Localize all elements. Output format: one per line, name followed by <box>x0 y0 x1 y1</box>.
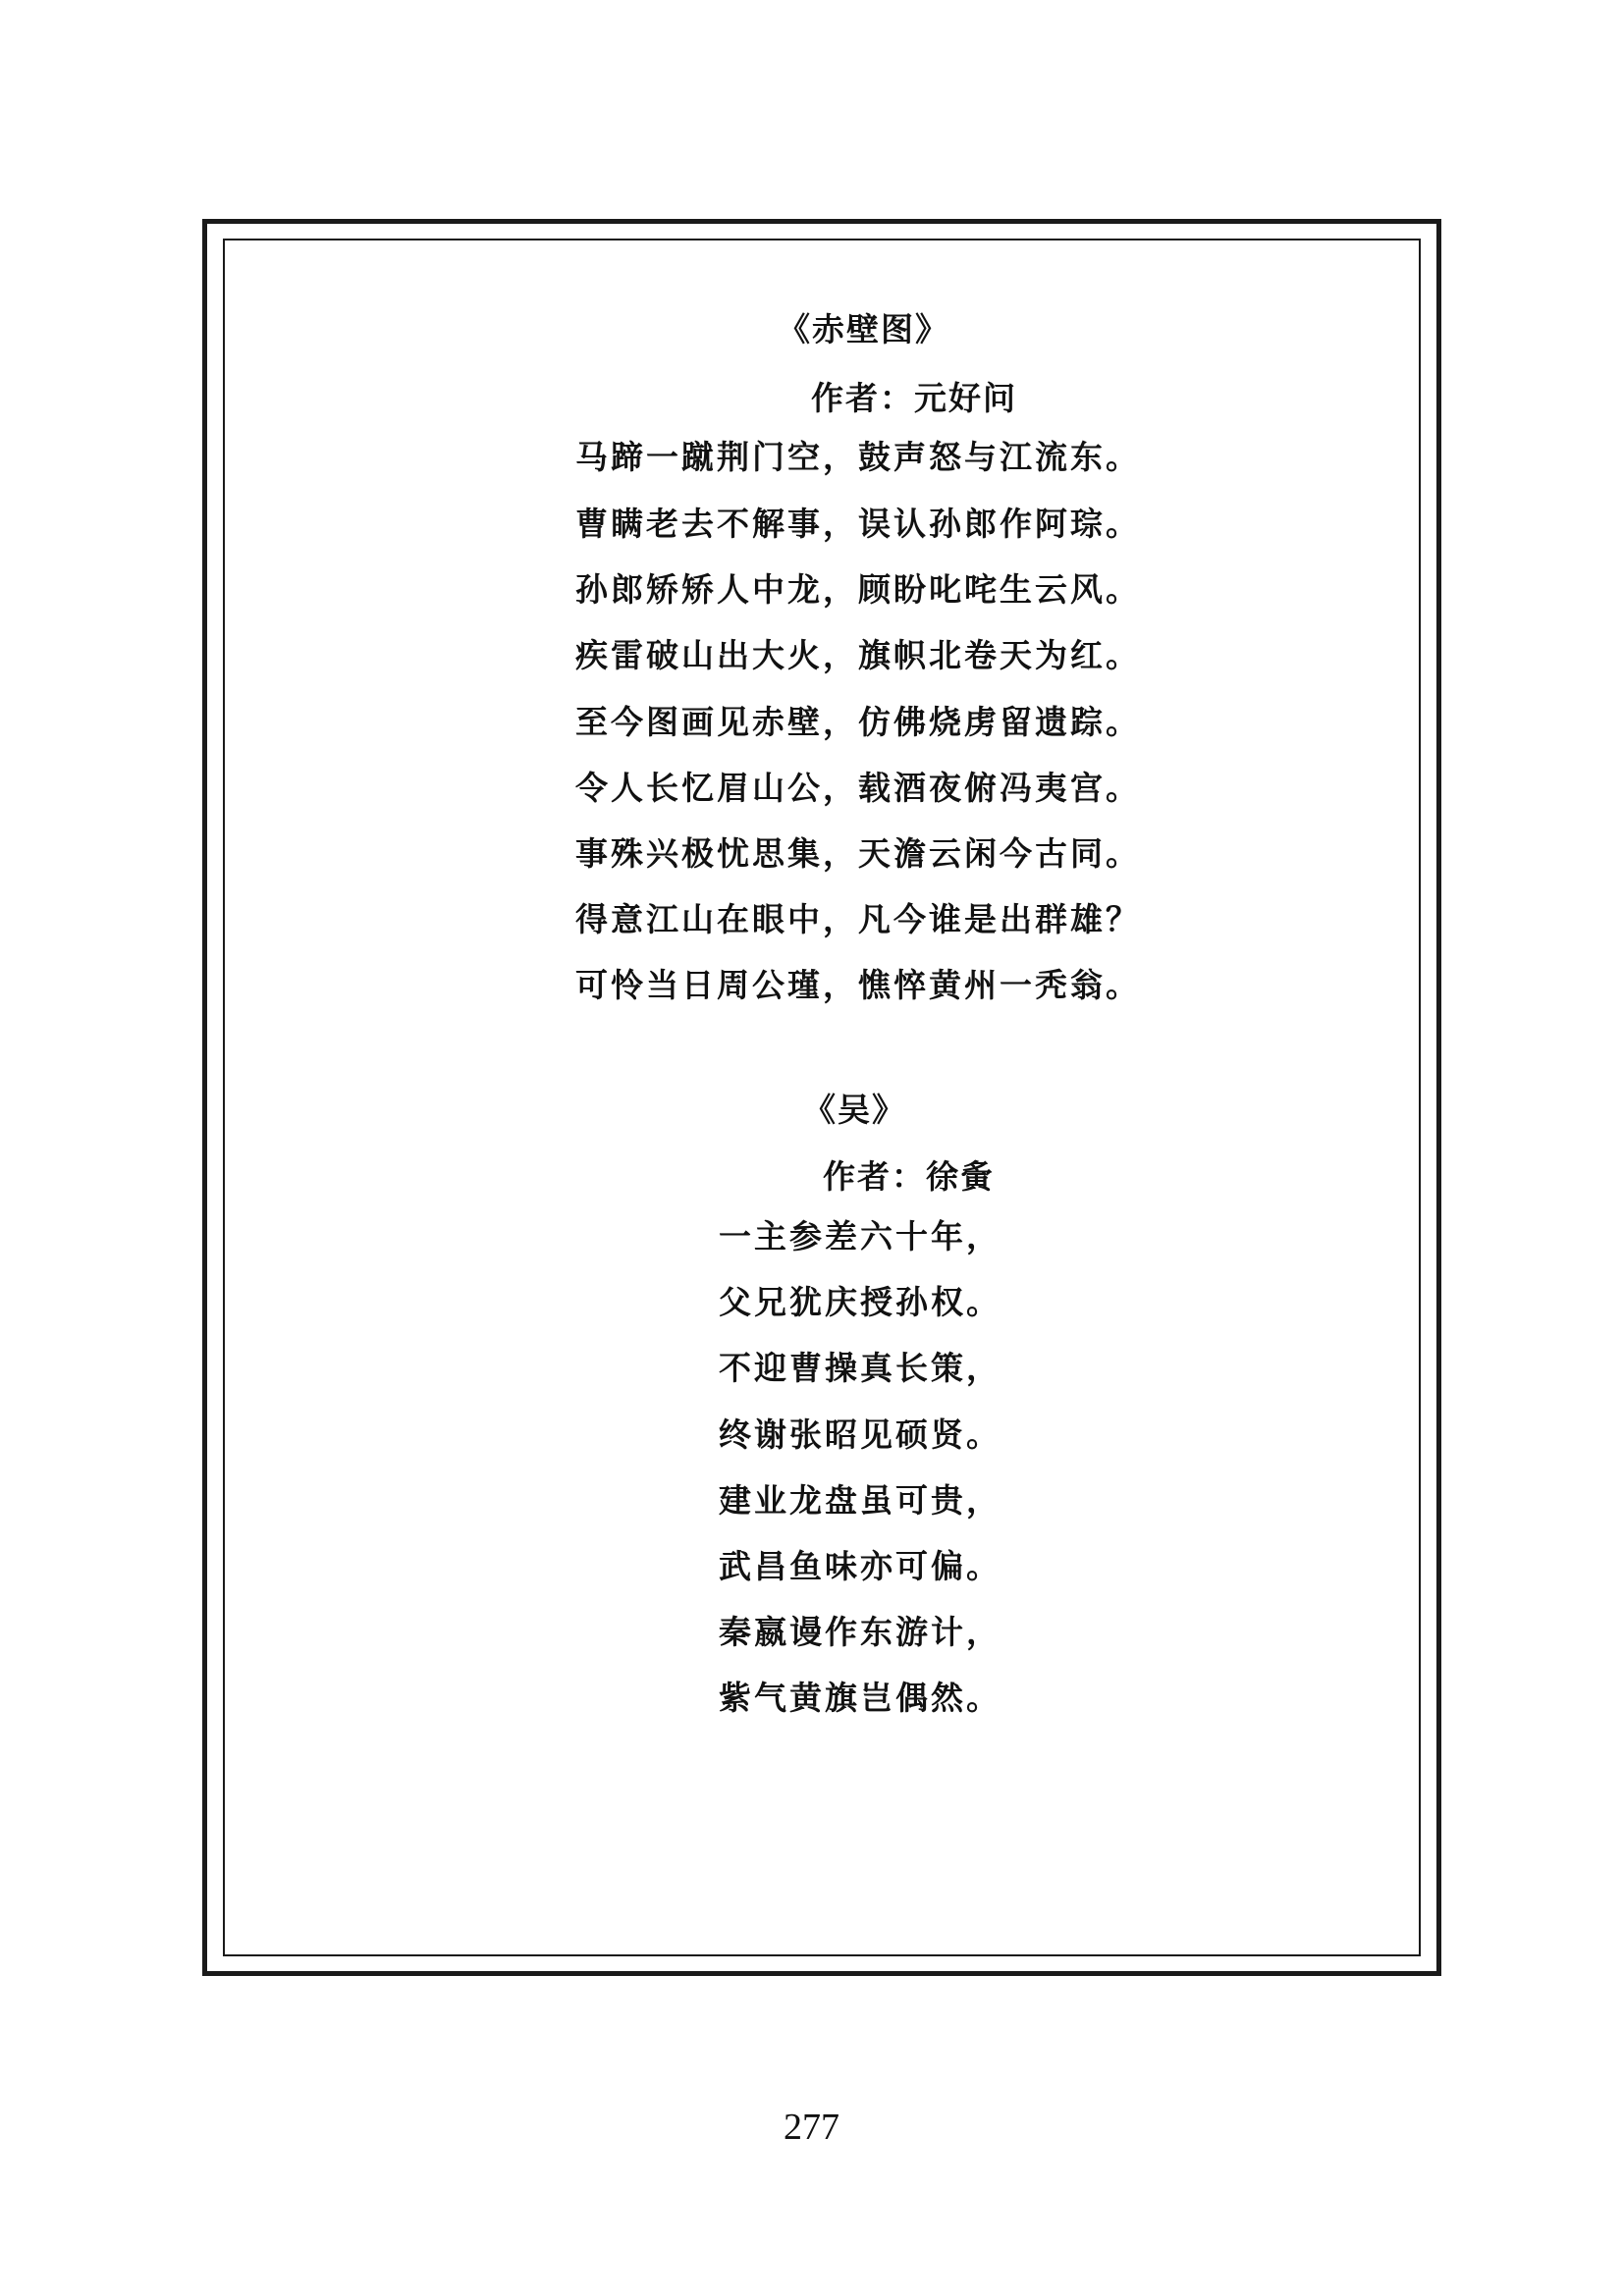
poem-line: 秦嬴谩作东游计， <box>719 1613 1001 1651</box>
poem-line: 至今图画见赤壁，仿佛烧虏留遗踪。 <box>575 703 1141 741</box>
poem-line: 马蹄一蹴荆门空，鼓声怒与江流东。 <box>575 438 1141 476</box>
poem-line: 疾雷破山出大火，旗帜北卷天为红。 <box>575 636 1141 674</box>
poem-line: 一主参差六十年， <box>719 1217 1001 1255</box>
poem-line: 紫气黄旗岂偶然。 <box>719 1679 1001 1717</box>
poem-title: 《赤壁图》 <box>778 310 949 348</box>
poem-line: 父兄犹庆授孙权。 <box>719 1283 1001 1321</box>
poem-title: 《吴》 <box>803 1091 906 1129</box>
poem-author: 作者：元好问 <box>811 379 1017 417</box>
poem-line: 令人长忆眉山公，载酒夜俯冯夷宫。 <box>575 769 1141 807</box>
poem-line: 曹瞒老去不解事，误认孙郎作阿琮。 <box>575 505 1141 543</box>
poem-line: 武昌鱼味亦可偏。 <box>719 1547 1001 1585</box>
poem-line: 可怜当日周公瑾，憔悴黄州一秃翁。 <box>575 966 1141 1004</box>
poem-line: 得意江山在眼中，凡今谁是出群雄？ <box>575 900 1141 938</box>
poem-line: 孙郎矫矫人中龙，顾盼叱咤生云风。 <box>575 570 1141 609</box>
poem-line: 不迎曹操真长策， <box>719 1349 1001 1387</box>
poem-line: 建业龙盘虽可贵， <box>719 1481 1001 1520</box>
poem-line: 事殊兴极忧思集，天澹云闲今古同。 <box>575 834 1141 873</box>
poem-author: 作者：徐夤 <box>823 1157 995 1196</box>
page-number: 277 <box>784 2107 839 2148</box>
poem-line: 终谢张昭见硕贤。 <box>719 1415 1001 1454</box>
